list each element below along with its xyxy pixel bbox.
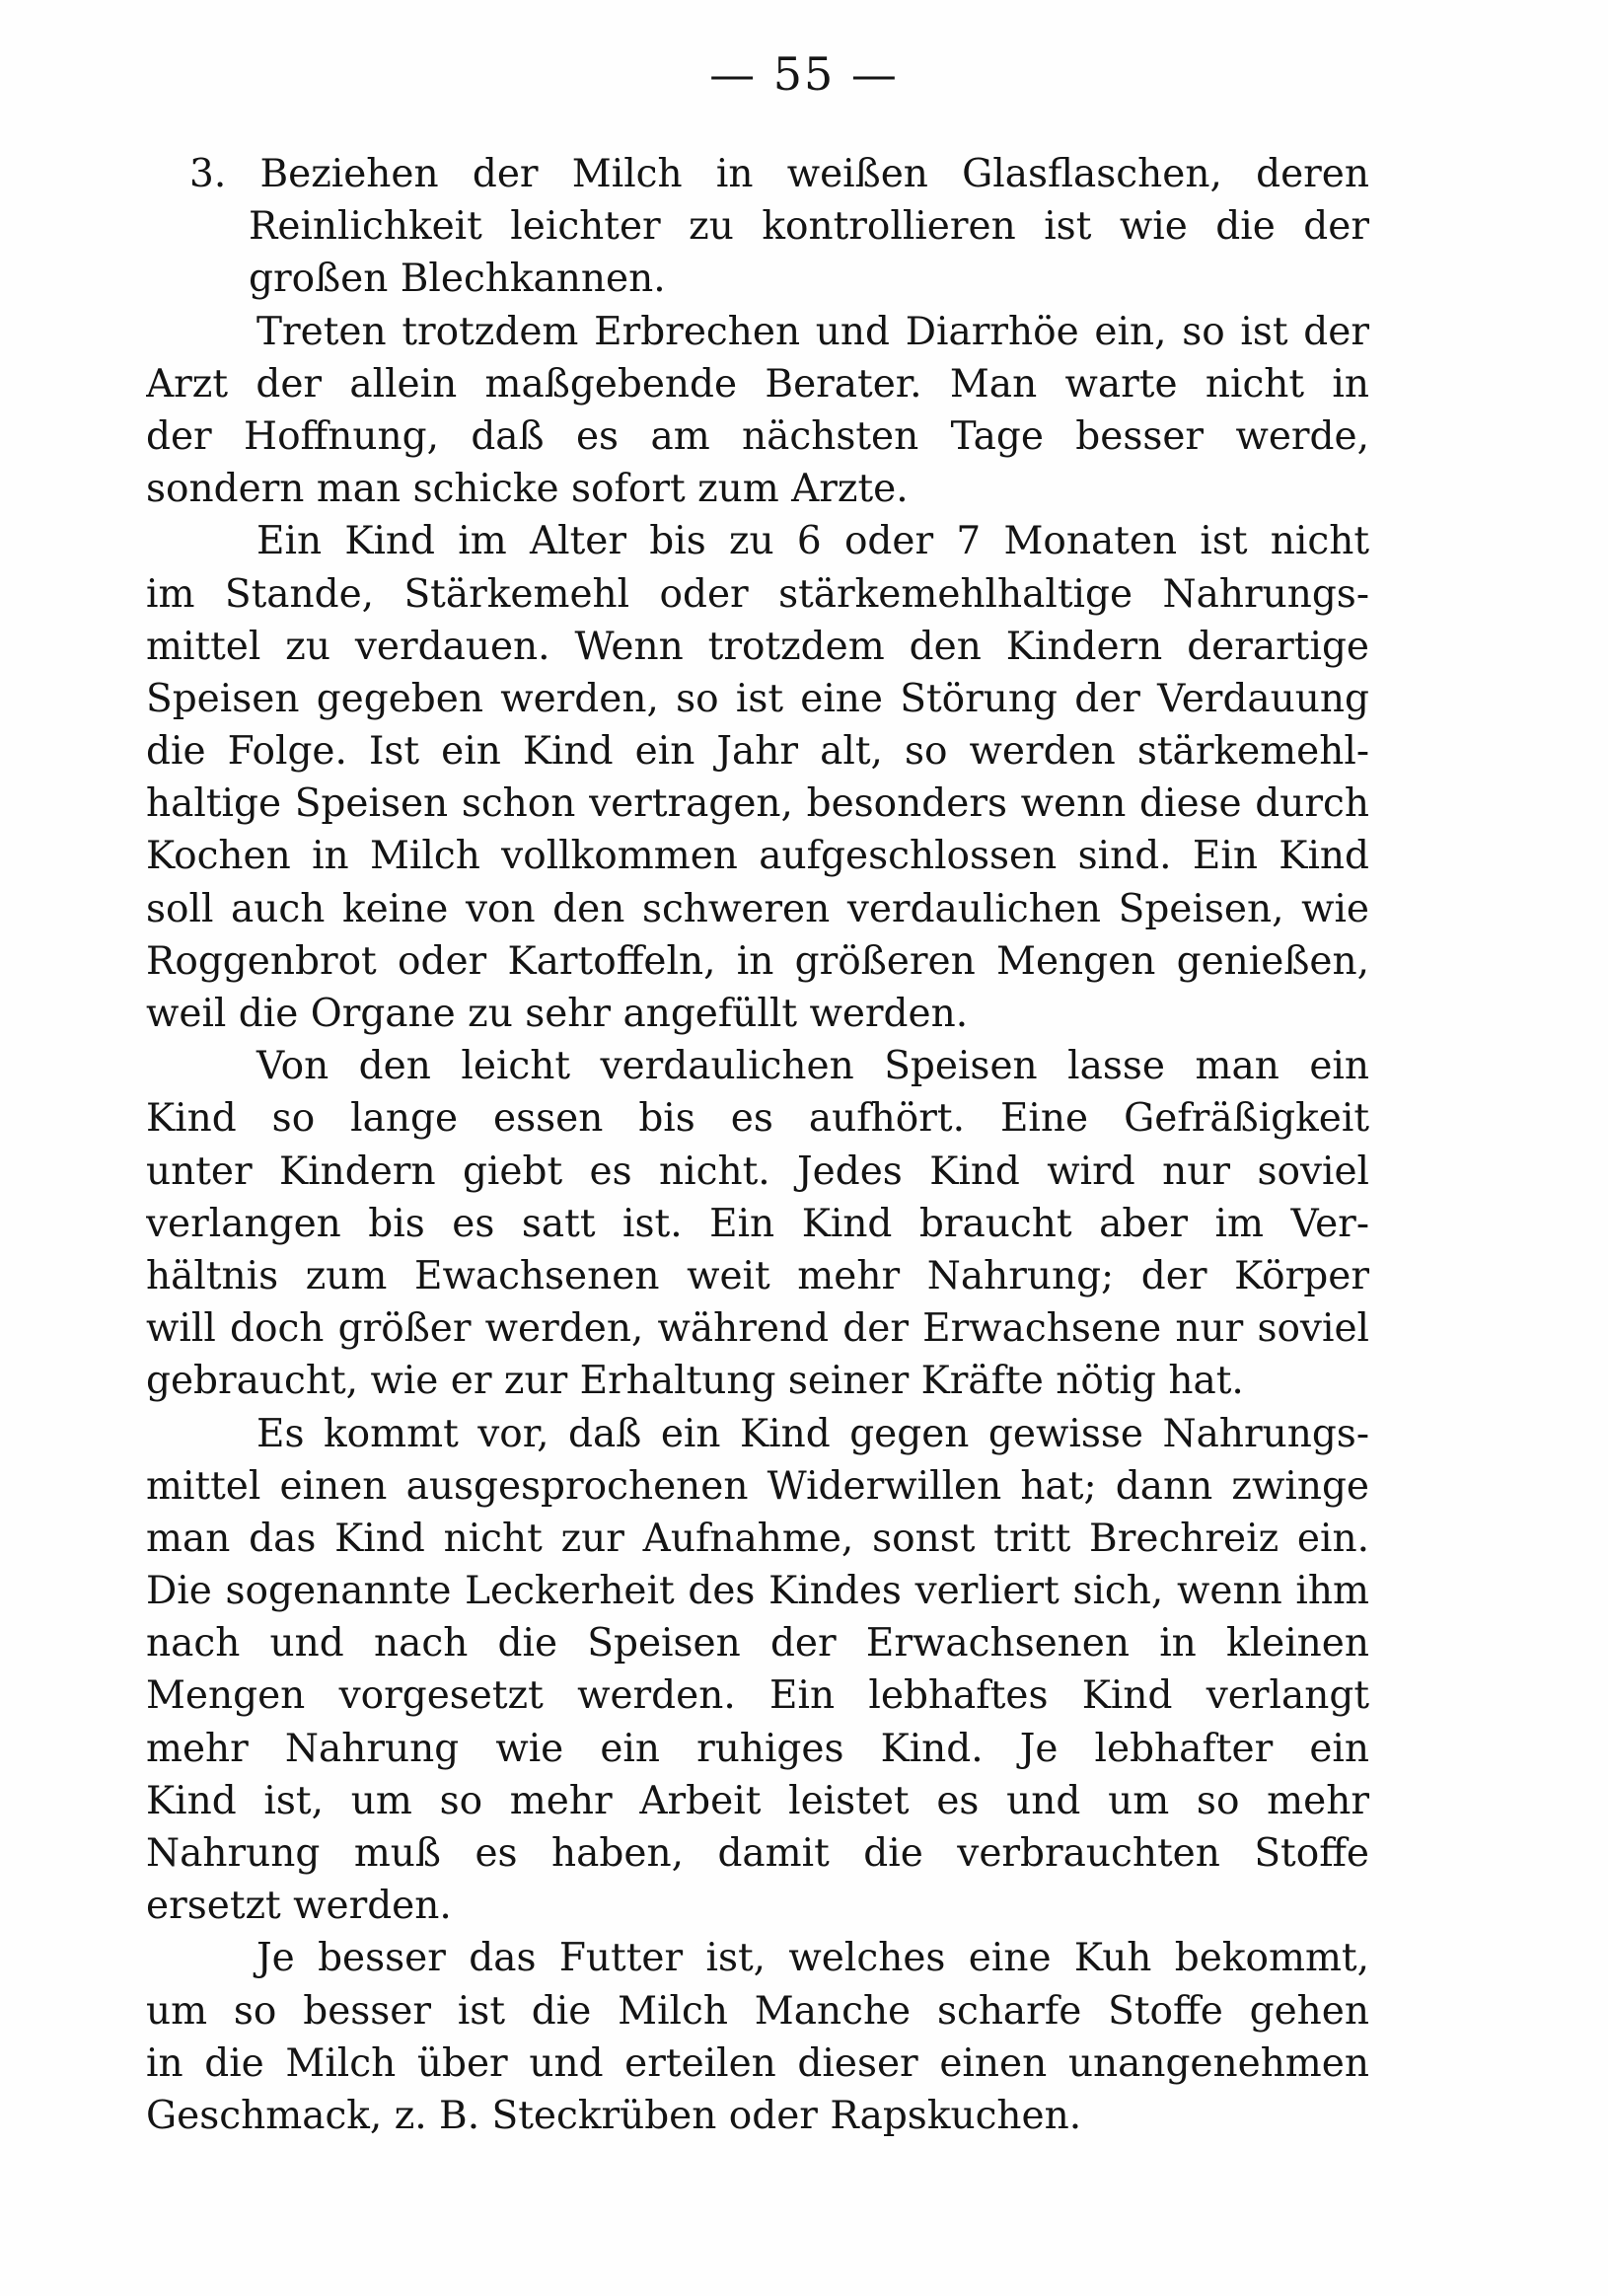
text-line: gebraucht, wie er zur Erhaltung seiner Kräfte nötig hat. bbox=[146, 1359, 1244, 1404]
text-line: unter Kindern giebt es nicht. Jedes Kind wird nur soviel bbox=[146, 1148, 1369, 1194]
text-line: Reinlichkeit leichter zu kontrollieren ist wie die der bbox=[249, 204, 1369, 250]
text-line: Es kommt vor, daß ein Kind gegen gewisse Nahrungs- bbox=[256, 1411, 1369, 1456]
text-line: hältnis zum Ewachsenen weit mehr Nahrung; der Körper bbox=[146, 1253, 1369, 1298]
text-line: Von den leicht verdaulichen Speisen lasse man ein bbox=[256, 1044, 1369, 1089]
text-line: Die sogenannte Leckerheit des Kindes verliert sich, wenn ihm bbox=[146, 1569, 1369, 1614]
text-line: sondern man schicke sofort zum Arzte. bbox=[146, 467, 909, 512]
text-line: großen Blechkannen. bbox=[249, 257, 666, 302]
text-line: mehr Nahrung wie ein ruhiges Kind. Je lebhafter ein bbox=[146, 1726, 1369, 1771]
text-line: weil die Organe zu sehr angefüllt werden. bbox=[146, 992, 969, 1036]
text-line: Kind ist, um so mehr Arbeit leistet es und um so mehr bbox=[146, 1778, 1369, 1823]
text-line: Roggenbrot oder Kartoffeln, in größeren Mengen genießen, bbox=[146, 938, 1369, 984]
page-number: — 55 — bbox=[709, 47, 899, 101]
text-line: Je besser das Futter ist, welches eine Kuh bekommt, bbox=[256, 1936, 1369, 1981]
text-line: Speisen gegeben werden, so ist eine Störung der Verdauung bbox=[146, 676, 1369, 721]
text-line: in die Milch über und erteilen dieser einen unangenehmen bbox=[146, 2040, 1369, 2086]
text-line: ersetzt werden. bbox=[146, 1884, 452, 1929]
text-line: mittel einen ausgesprochenen Widerwillen hat; dann zwinge bbox=[146, 1463, 1369, 1509]
text-line: man das Kind nicht zur Aufnahme, sonst tritt Brechreiz ein. bbox=[146, 1516, 1369, 1561]
text-line: haltige Speisen schon vertragen, besonders wenn diese durch bbox=[146, 781, 1369, 827]
text-line: Kind so lange essen bis es aufhört. Eine Gefräßigkeit bbox=[146, 1096, 1369, 1142]
text-line: Geschmack, z. B. Steckrüben oder Rapskuchen. bbox=[146, 2093, 1082, 2138]
text-line: Arzt der allein maßgebende Berater. Man warte nicht in bbox=[146, 361, 1369, 407]
text-line: Kochen in Milch vollkommen aufgeschlossen sind. Ein Kind bbox=[146, 834, 1369, 879]
text-line: Mengen vorgesetzt werden. Ein lebhaftes Kind verlangt bbox=[146, 1673, 1369, 1719]
text-line: nach und nach die Speisen der Erwachsenen in kleinen bbox=[146, 1621, 1369, 1666]
text-line: die Folge. Ist ein Kind ein Jahr alt, so werden stärkemehl- bbox=[146, 729, 1369, 775]
text-line: Nahrung muß es haben, damit die verbrauchten Stoffe bbox=[146, 1831, 1369, 1876]
text-line: Treten trotzdem Erbrechen und Diarrhöe ein, so ist der bbox=[256, 309, 1369, 354]
text-line: im Stande, Stärkemehl oder stärkemehlhaltige Nahrungs- bbox=[146, 571, 1369, 617]
text-line: will doch größer werden, während der Erwachsene nur soviel bbox=[146, 1306, 1369, 1352]
text-line: 3. Beziehen der Milch in weißen Glasflaschen, deren bbox=[189, 152, 1369, 196]
body-text bbox=[146, 148, 1369, 2142]
text-line: soll auch keine von den schweren verdaulichen Speisen, wie bbox=[146, 886, 1369, 931]
text-line: Ein Kind im Alter bis zu 6 oder 7 Monaten ist nicht bbox=[256, 519, 1369, 564]
text-line: um so besser ist die Milch Manche scharfe Stoffe gehen bbox=[146, 1988, 1369, 2034]
text-line: verlangen bis es satt ist. Ein Kind braucht aber im Ver- bbox=[146, 1201, 1369, 1246]
text-line: mittel zu verdauen. Wenn trotzdem den Kindern derartige bbox=[146, 624, 1369, 669]
text-line: der Hoffnung, daß es am nächsten Tage besser werde, bbox=[146, 413, 1369, 459]
